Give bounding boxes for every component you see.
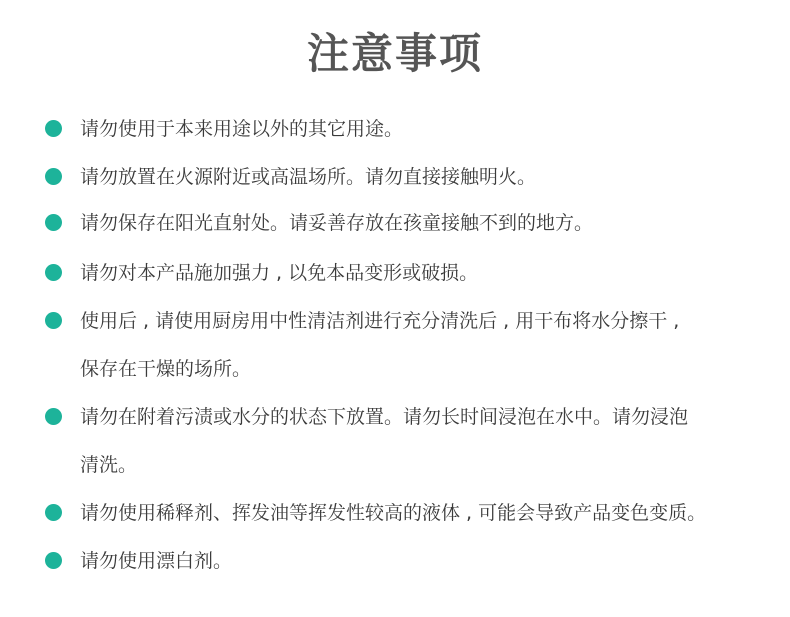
note-text: 使用后 , 请使用厨房用中性清洁剂进行充分清洗后 , 用干布将水分擦干 , bbox=[80, 310, 680, 332]
note-text: 请勿保存在阳光直射处。请妥善存放在孩童接触不到的地方。 bbox=[80, 212, 594, 234]
note-text: 请勿使用于本来用途以外的其它用途。 bbox=[80, 118, 404, 140]
bullet-icon bbox=[45, 552, 62, 569]
bullet-icon bbox=[45, 504, 62, 521]
note-text: 请勿在附着污渍或水分的状态下放置。请勿长时间浸泡在水中。请勿浸泡 bbox=[80, 406, 689, 428]
bullet-icon bbox=[45, 312, 62, 329]
note-text: 请勿对本产品施加强力 , 以免本品变形或破损。 bbox=[80, 262, 479, 284]
note-text-continued: 清洗。 bbox=[80, 454, 138, 476]
bullet-icon bbox=[45, 168, 62, 185]
note-text: 请勿使用稀释剂、挥发油等挥发性较高的液体 , 可能会导致产品变色变质。 bbox=[80, 502, 707, 524]
note-text: 请勿使用漂白剂。 bbox=[80, 550, 233, 572]
bullet-icon bbox=[45, 120, 62, 137]
bullet-icon bbox=[45, 408, 62, 425]
page-title: 注意事项 bbox=[306, 29, 483, 78]
note-text: 请勿放置在火源附近或高温场所。请勿直接接触明火。 bbox=[80, 166, 537, 188]
bullet-icon bbox=[45, 264, 62, 281]
note-text-continued: 保存在干燥的场所。 bbox=[80, 358, 252, 380]
bullet-icon bbox=[45, 214, 62, 231]
